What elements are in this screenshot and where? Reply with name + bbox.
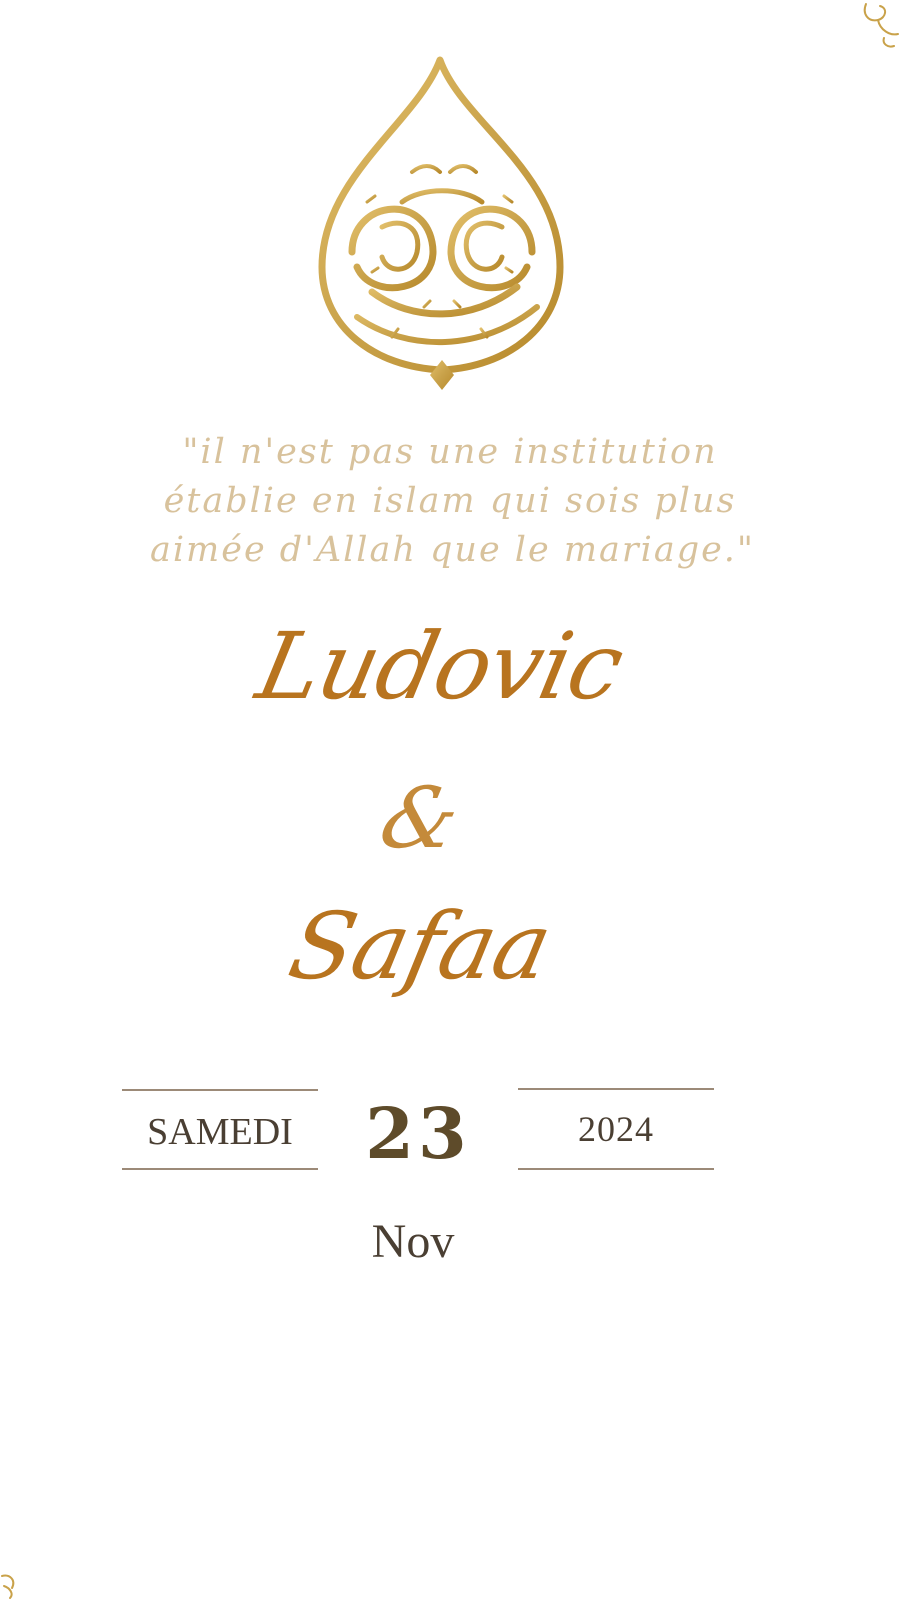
ampersand: & [372,769,468,867]
divider-line [518,1088,714,1090]
divider-line [518,1168,714,1170]
quote-line: établie en islam qui sois plus [163,481,737,521]
date-weekday: SAMEDI [147,1111,293,1153]
floral-ornament-icon [858,0,900,50]
bride-name: Safaa [280,893,560,1000]
quote-text [150,428,756,575]
floral-ornament-icon [0,1556,30,1600]
groom-name: Ludovic [248,613,632,720]
date-day: 23 [365,1092,471,1175]
calligraphy-emblem-icon [312,52,572,402]
divider-line [122,1168,318,1170]
date-year: 2024 [578,1109,654,1149]
date-month: Nov [371,1215,455,1268]
quote-line: "il n'est pas une institution [182,432,718,472]
quote-line: aimée d'Allah que le mariage." [150,530,756,570]
divider-line [122,1089,318,1091]
